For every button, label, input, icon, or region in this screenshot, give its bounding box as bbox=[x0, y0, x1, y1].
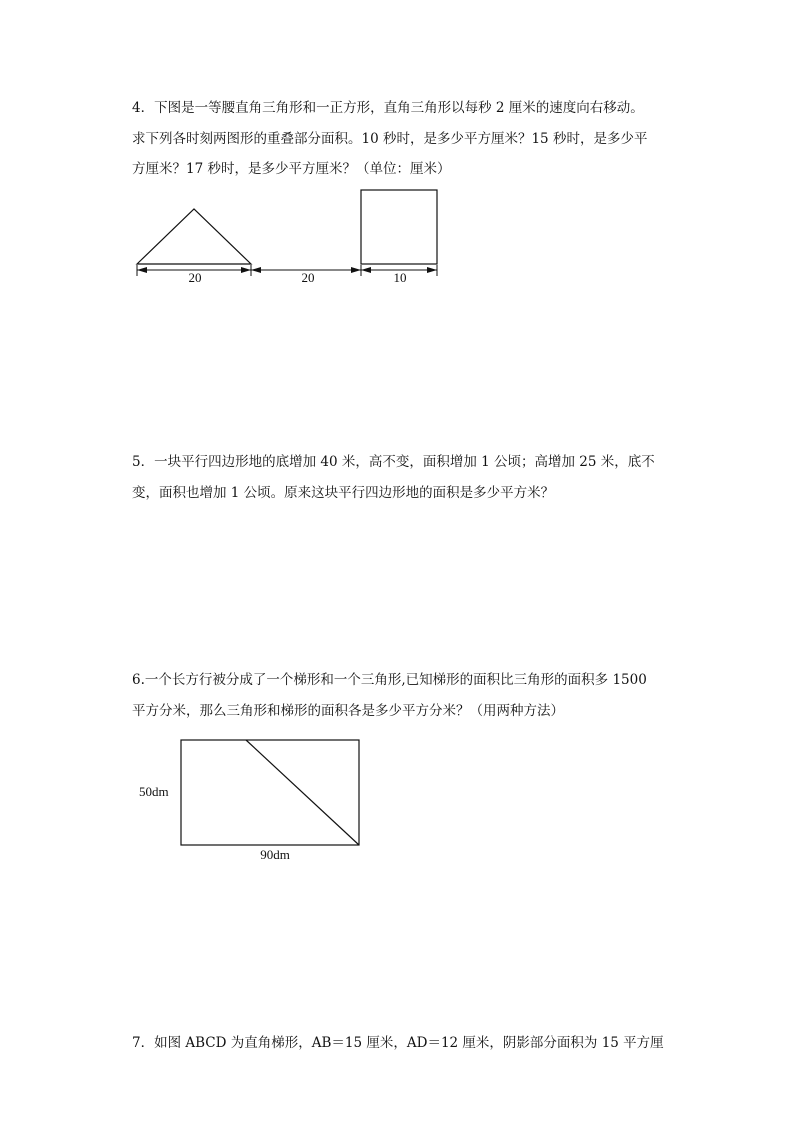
q6-line-2: 平方分米，那么三角形和梯形的面积各是多少平方分米？（用两种方法） bbox=[132, 703, 564, 719]
q5-line-1: 5．一块平行四边形地的底增加 40 米，高不变，面积增加 1 公顷；高增加 25 米，底不 bbox=[132, 454, 655, 470]
q4-line-2: 求下列各时刻两图形的重叠部分面积。10 秒时，是多少平方厘米？15 秒时，是多少平 bbox=[132, 131, 648, 147]
rectangle bbox=[181, 740, 359, 845]
isosceles-right-triangle bbox=[137, 209, 251, 264]
label-gap: 20 bbox=[301, 270, 315, 285]
q6-line-1: 6.一个长方行被分成了一个梯形和一个三角形,已知梯形的面积比三角形的面积多 1500 bbox=[132, 672, 647, 688]
square bbox=[361, 190, 437, 264]
q5-line-2: 变，面积也增加 1 公顷。原来这块平行四边形地的面积是多少平方米？ bbox=[132, 485, 555, 501]
q4-line-3: 方厘米？17 秒时，是多少平方厘米？（单位：厘米） bbox=[132, 161, 451, 177]
q6-figure bbox=[135, 738, 375, 868]
label-height: 50dm bbox=[139, 784, 169, 799]
label-width: 90dm bbox=[260, 847, 290, 862]
q4-figure bbox=[130, 190, 450, 285]
label-triangle-base: 20 bbox=[188, 270, 202, 285]
q4-line-1: 4．下图是一等腰直角三角形和一正方形，直角三角形以每秒 2 厘米的速度向右移动。 bbox=[132, 100, 644, 116]
label-square-side: 10 bbox=[393, 270, 407, 285]
q7-line-1: 7．如图 ABCD 为直角梯形，AB＝15 厘米，AD＝12 厘米，阴影部分面积为 15 平方厘 bbox=[132, 1035, 664, 1051]
diagonal-divider bbox=[246, 740, 359, 845]
